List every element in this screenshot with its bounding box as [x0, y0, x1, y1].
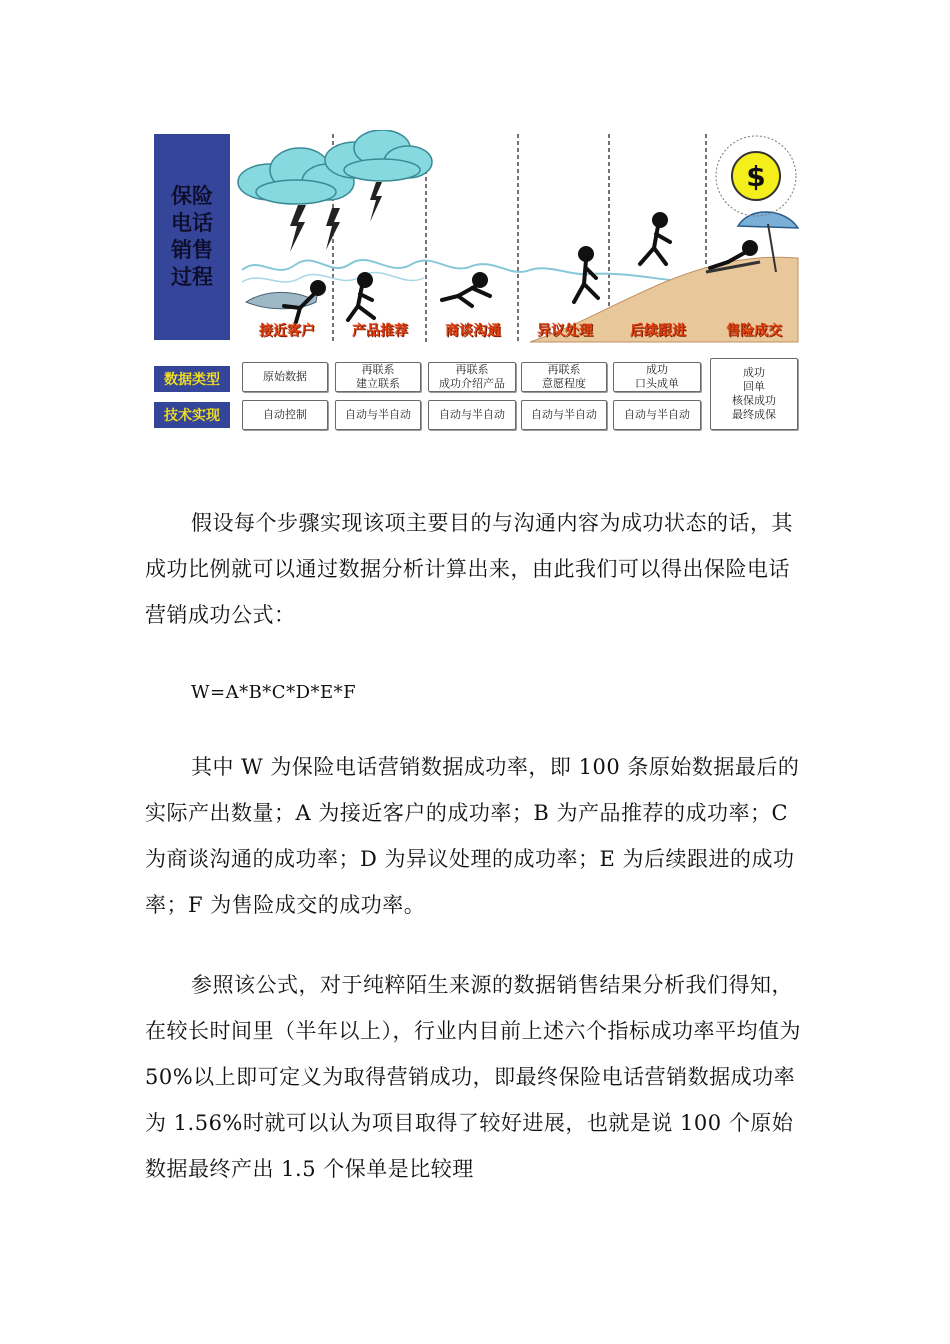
row-label-data-type: 数据类型	[154, 366, 230, 392]
stage-label-6: 售险成交	[726, 323, 782, 339]
stage-label-2: 产品推荐	[352, 323, 408, 339]
data-type-cell-1	[242, 362, 328, 392]
cell-line: 自动控制	[263, 408, 307, 421]
paragraph-1: 假设每个步骤实现该项主要目的与沟通内容为成功状态的话，其成功比例就可以通过数据分析计算出来，由此我们可以得出保险电话营销成功公式：	[145, 511, 793, 627]
cell-line: 回单	[743, 380, 765, 393]
paragraph-3: 参照该公式，对于纯粹陌生来源的数据销售结果分析我们得知，在较长时间里（半年以上），行业内目前上述六个指标成功率平均值为 50%以上即可定义为取得营销成功，即最终保险电话营销数据成功率为 1.56%时就可以认为项目取得了较好进展，也就是说 100 个原始数据最终产出 1.5 个保单是比较理	[145, 973, 801, 1181]
tech-cell-2	[335, 400, 421, 430]
sun-dollar-symbol: $	[746, 160, 766, 193]
stage-label-4: 异议处理	[537, 323, 593, 339]
sales-process-figure	[150, 130, 802, 440]
cell-line: 核保成功	[732, 394, 776, 407]
stage-label-3: 商谈沟通	[445, 323, 501, 339]
cell-line: 最终成保	[732, 408, 776, 421]
tech-cell-5	[613, 400, 701, 430]
cell-line: 口头成单	[635, 377, 679, 390]
cell-line: 再联系	[455, 363, 489, 376]
tech-cell-3	[428, 400, 516, 430]
data-type-cell-3	[428, 362, 516, 392]
stage-label-5: 后续跟进	[630, 323, 686, 339]
cell-line: 自动与半自动	[624, 408, 690, 421]
data-type-cell-5	[613, 362, 701, 392]
cell-line: 成功	[743, 366, 765, 379]
cell-line: 自动与半自动	[439, 408, 505, 421]
cell-line: 成功	[646, 363, 668, 376]
tech-cell-4	[521, 400, 607, 430]
paragraph-2: 其中 W 为保险电话营销数据成功率，即 100 条原始数据最后的实际产出数量；A 为接近客户的成功率；B 为产品推荐的成功率；C 为商谈沟通的成功率；D 为异议处理的成功率；E 为后续跟进的成功率；F 为售险成交的成功率。	[145, 755, 800, 917]
data-type-cell-4	[521, 362, 607, 392]
cell-line: 原始数据	[263, 370, 307, 383]
side-title: 保险电话销售过程	[171, 184, 213, 289]
cell-line: 建立联系	[356, 377, 400, 390]
cell-line: 自动与半自动	[345, 408, 411, 421]
cell-line: 意愿程度	[542, 377, 586, 390]
data-type-cell-6	[710, 358, 798, 430]
cell-line: 自动与半自动	[531, 408, 597, 421]
sea-waves	[242, 260, 670, 280]
formula: W=A*B*C*D*E*F	[191, 682, 357, 703]
row-label-tech: 技术实现	[154, 402, 230, 428]
storm-clouds	[238, 130, 432, 204]
data-type-cell-2	[335, 362, 421, 392]
cell-line: 再联系	[361, 363, 395, 376]
tech-cell-1	[242, 400, 328, 430]
cell-line: 再联系	[547, 363, 581, 376]
side-title-panel	[154, 134, 230, 340]
stage-label-1: 接近客户	[259, 323, 315, 339]
cell-line: 成功介绍产品	[439, 377, 505, 390]
process-illustration	[150, 130, 802, 440]
